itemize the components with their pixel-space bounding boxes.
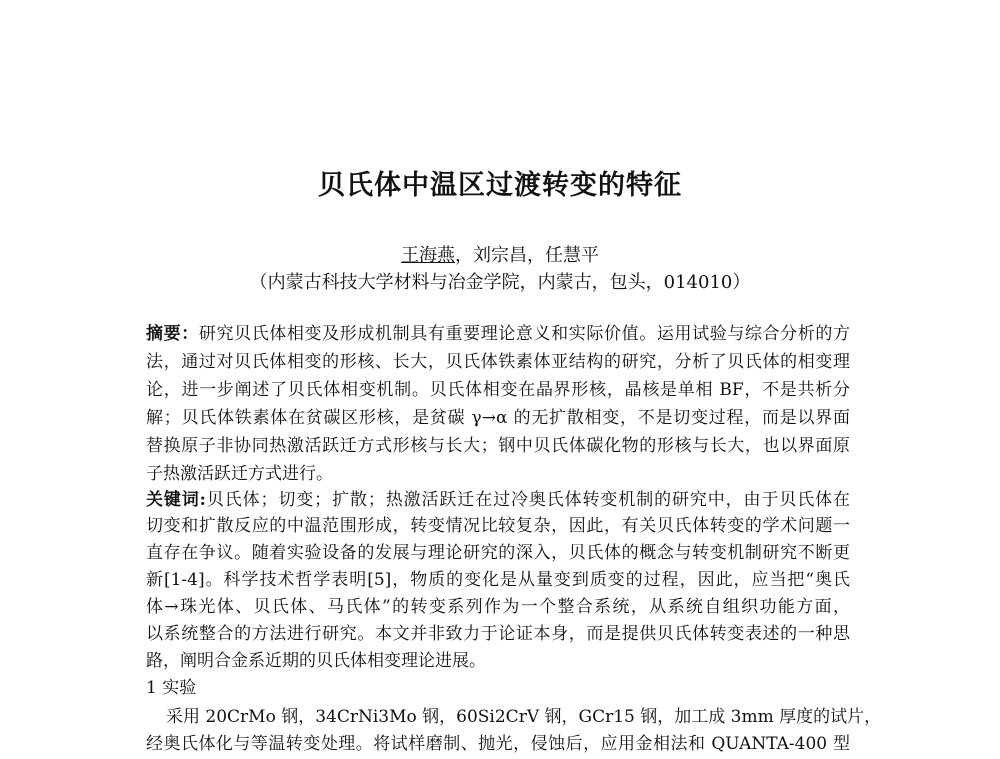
keywords-label: 关键词: [146, 490, 206, 510]
section-heading: 1 实验 [146, 678, 197, 698]
affiliation: （内蒙古科技大学材料与冶金学院，内蒙古，包头，014010） [249, 272, 751, 293]
keywords-text: 贝氏体；切变；扩散；热激活跃迁在过冷奥氏体转变机制的研究中，由于贝氏体在 [205, 490, 850, 510]
other-authors: ，刘宗昌，任慧平 [455, 245, 599, 266]
abstract-line [146, 323, 850, 345]
abstract-label: 摘要： [146, 324, 199, 344]
author-list [0, 241, 1000, 267]
first-author: 王海燕 [401, 245, 455, 266]
intro-line: 新[1-4]。科学技术哲学表明[5]，物质的变化是从量变到质变的过程，因此，应当把“奥氏 [146, 570, 850, 590]
abstract-line: 法，通过对贝氏体相变的形核、长大，贝氏体铁素体亚结构的研究，分析了贝氏体的相变理 [146, 352, 850, 372]
section-line: 采用 20CrMo 钢，34CrNi3Mo 钢，60Si2CrV 钢，GCr15 钢，加工成 3mm 厚度的试片， [166, 707, 882, 727]
intro-line: 以系统整合的方法进行研究。本文并非致力于论证本身，而是提供贝氏体转变表述的一种思 [146, 624, 850, 644]
abstract-line: 论，进一步阐述了贝氏体相变机制。贝氏体相变在晶界形核，晶核是单相 BF，不是共析分 [146, 380, 850, 400]
intro-line: 切变和扩散反应的中温范围形成，转变情况比较复杂，因此，有关贝氏体转变的学术问题一 [146, 516, 850, 536]
keywords-line [146, 489, 850, 511]
abstract-line: 替换原子非协同热激活跃迁方式形核与长大；钢中贝氏体碳化物的形核与长大，也以界面原 [146, 436, 850, 456]
section-line: 经奥氏体化与等温转变处理。将试样磨制、抛光，侵蚀后，应用金相法和 QUANTA-400 型 [146, 734, 850, 754]
abstract-line: 解；贝氏体铁素体在贫碳区形核，是贫碳 γ→α 的无扩散相变，不是切变过程，而是以界面 [146, 408, 850, 428]
intro-line: 路，阐明合金系近期的贝氏体相变理论进展。 [146, 651, 486, 671]
abstract-text: 研究贝氏体相变及形成机制具有重要理论意义和实际价值。运用试验与综合分析的方 [198, 324, 851, 344]
intro-line: 体→珠光体、贝氏体、马氏体”的转变系列作为一个整合系统，从系统自组织功能方面， [146, 597, 850, 617]
abstract-line: 子热激活跃迁方式进行。 [146, 464, 333, 484]
intro-line: 直存在争议。随着实验设备的发展与理论研究的深入，贝氏体的概念与转变机制研究不断更 [146, 543, 850, 563]
paper-title: 贝氏体中温区过渡转变的特征 [318, 170, 682, 201]
